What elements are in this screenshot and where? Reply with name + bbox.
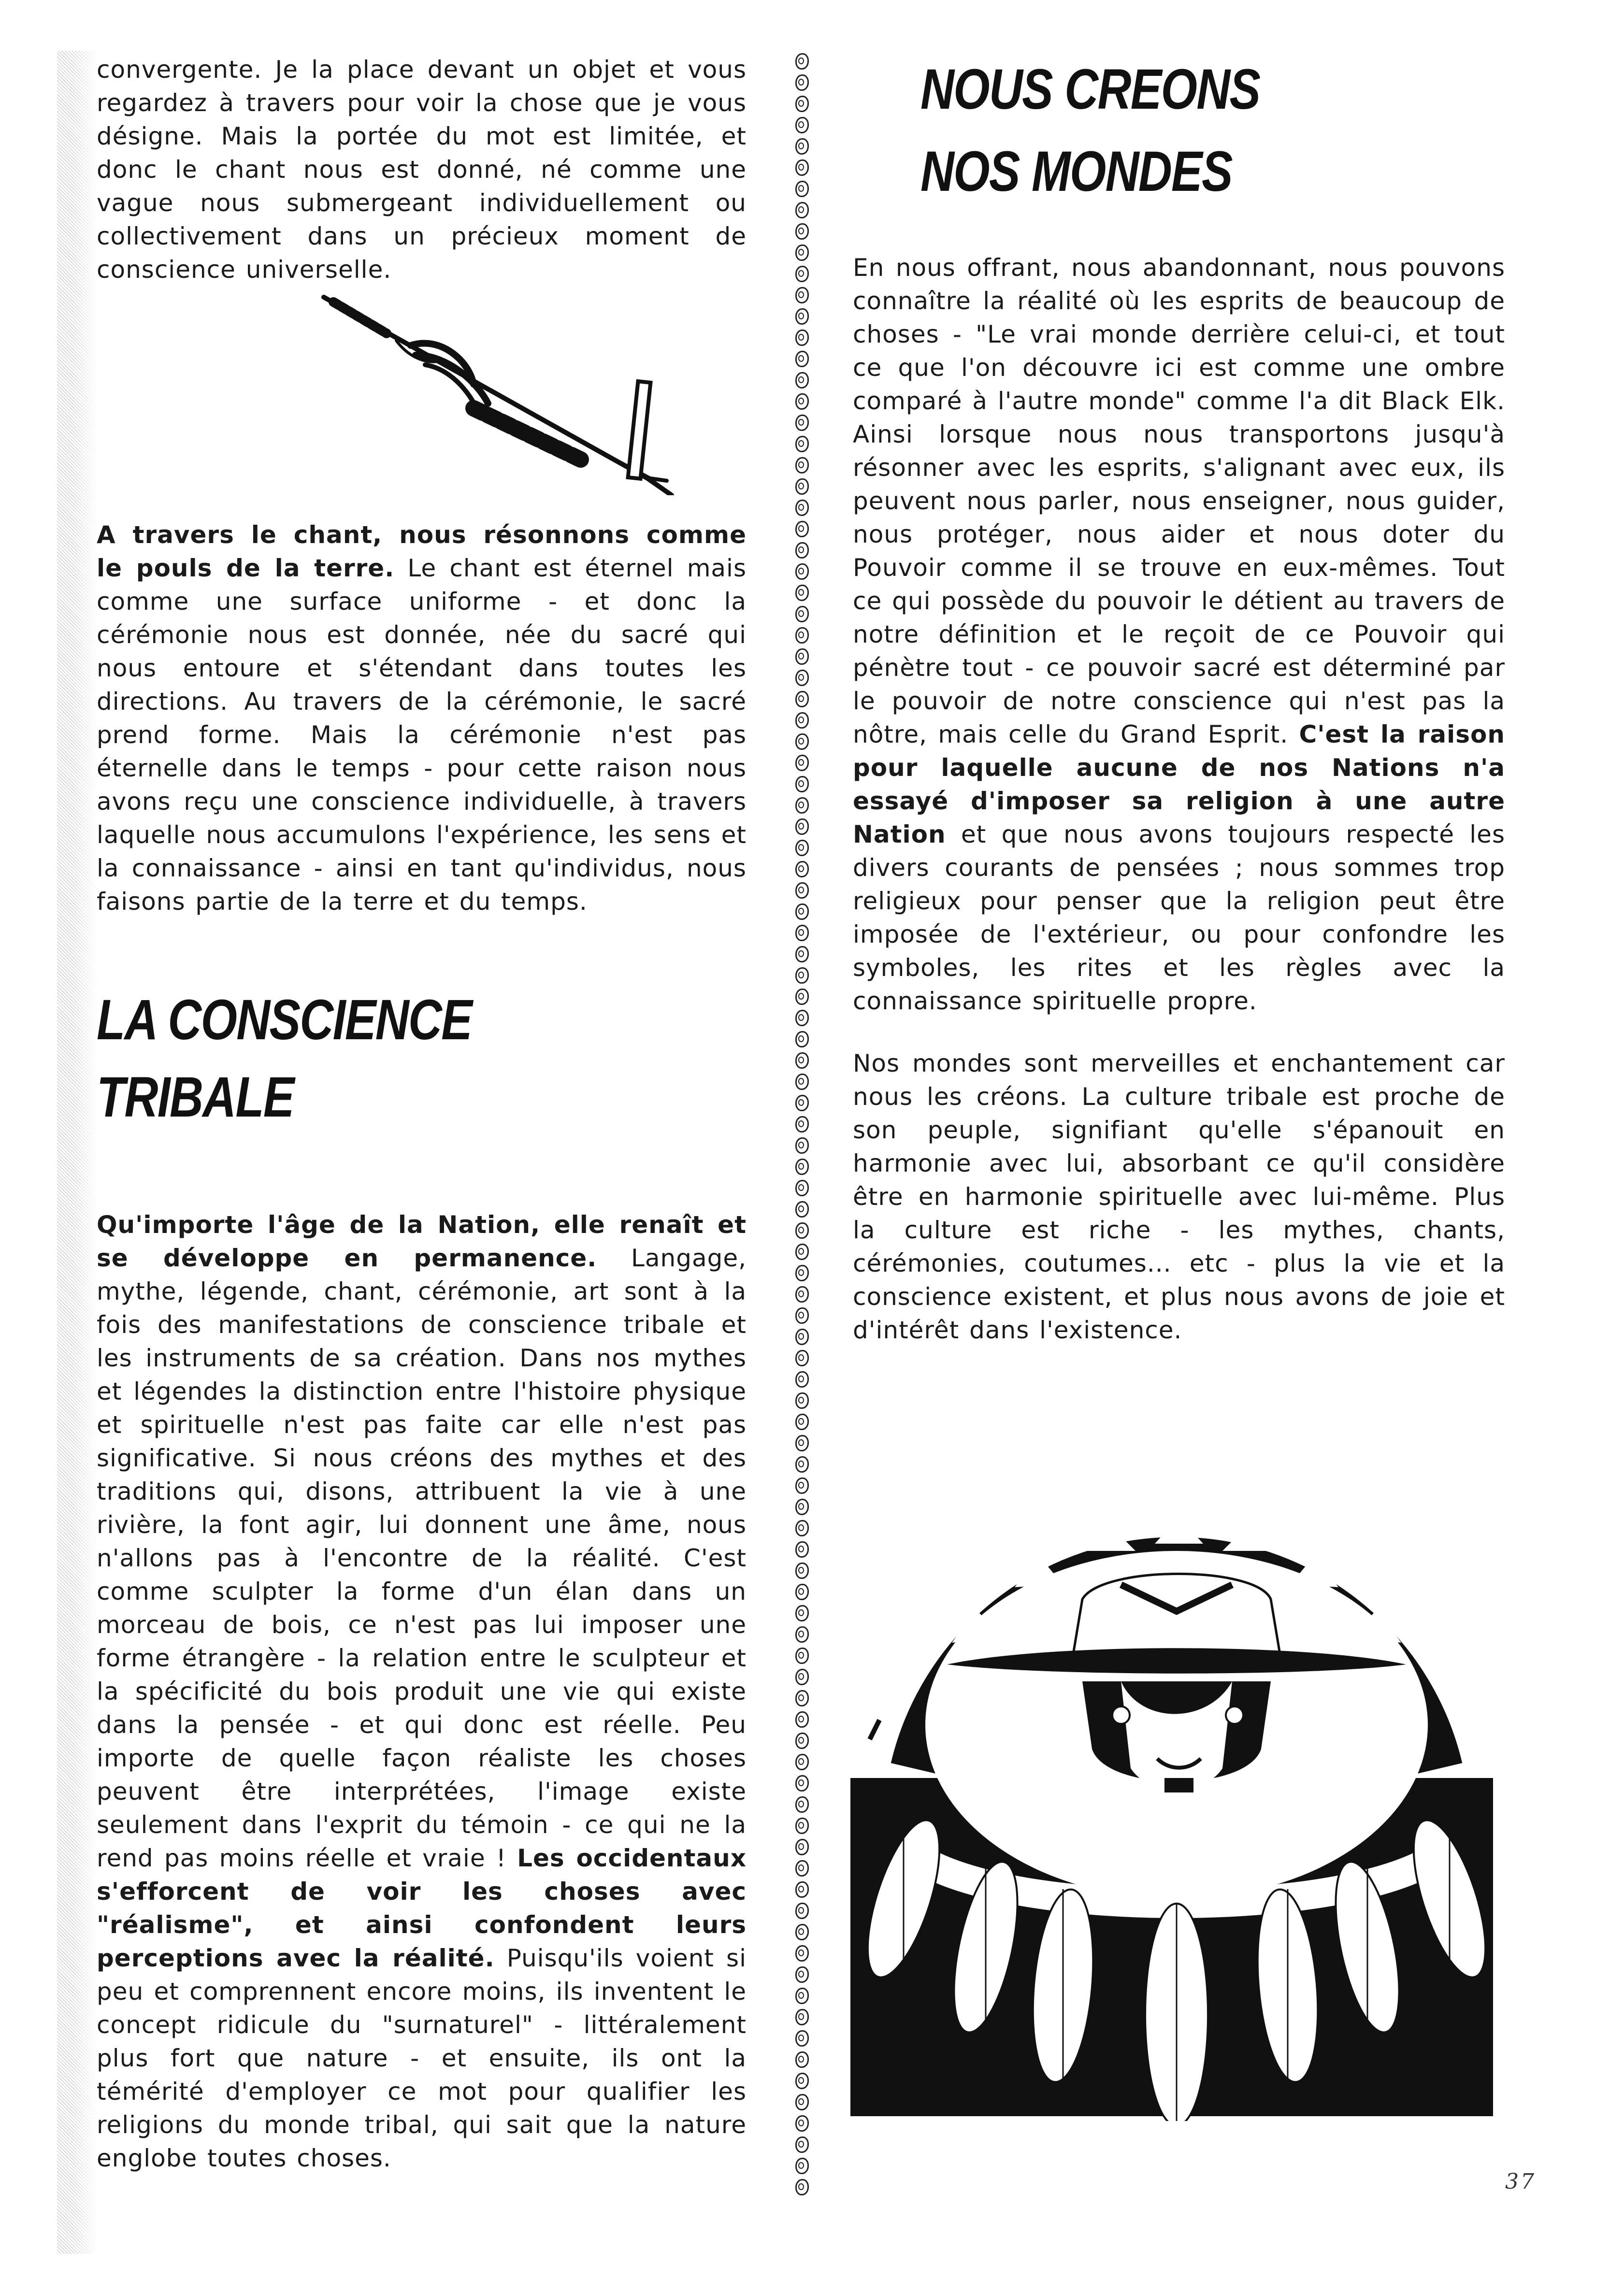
chain-link-icon (795, 1966, 809, 1983)
chain-link-icon (795, 542, 809, 559)
chain-link-icon (795, 138, 809, 155)
chain-link-icon (795, 1690, 809, 1706)
chain-link-icon (795, 585, 809, 601)
chain-link-icon (795, 1881, 809, 1898)
chain-link-icon (795, 670, 809, 686)
paragraph-offrant-bold-mid: C'est la raison pour laquelle aucune de nos Nations n'a essayé d'imposer sa religion à une autre Nation (853, 720, 1505, 848)
chain-link-icon (795, 840, 809, 856)
title-line-2: NOS MONDES (920, 140, 1232, 203)
chain-link-icon (795, 244, 809, 261)
chain-link-icon (795, 1499, 809, 1515)
chain-link-icon (795, 648, 809, 665)
chain-link-icon (795, 457, 809, 473)
native-face-dreamcatcher-illustration (831, 1498, 1512, 2121)
chain-link-icon (795, 563, 809, 580)
chain-link-icon (795, 797, 809, 814)
chain-link-icon (795, 1988, 809, 2004)
paragraph-tribale-text-2: Puisqu'ils voient si peu et comprennent encore moins, ils inventent le concept ridicule du "surnaturel" - littéralement plus fort que nature - et ensuite, ils ont la témérité d'employer ce mot pour qualifier les religions du monde tribal, qui sait que la nature englobe toutes choses. (97, 1944, 747, 2172)
title-line-2: TRIBALE (97, 1065, 294, 1129)
chain-link-icon (795, 2094, 809, 2110)
column-divider-chain (792, 53, 812, 2198)
chain-link-icon (795, 1562, 809, 1579)
chain-link-icon (795, 2051, 809, 2068)
chain-link-icon (795, 74, 809, 91)
chain-link-icon (795, 2158, 809, 2174)
chain-link-icon (795, 1137, 809, 1154)
chain-link-icon (795, 1477, 809, 1494)
spacer (97, 1136, 747, 1208)
section-title-conscience (97, 981, 630, 1136)
title-line-1: NOUS CREONS (920, 57, 1260, 121)
chain-link-icon (795, 372, 809, 388)
paragraph-chant-text: Le chant est éternel mais comme une surface uniforme - et donc la cérémonie nous est donnée, née du sacré qui nous entoure et s'étendant dans toutes les directions. Au travers de la cérémonie, le sacré prend forme. Mais la cérémonie n'est pas éternelle dans le temps - pour cette raison nous avons reçu une conscience individuelle, à travers laquelle nous accumulons l'expérience, les sens et la connaissance - ainsi en tant qu'individus, nous faisons partie de la terre et du temps. (97, 554, 747, 916)
spacer (97, 918, 747, 981)
chain-link-icon (795, 755, 809, 771)
chain-link-icon (795, 2073, 809, 2089)
chain-link-icon (795, 521, 809, 537)
chain-link-icon (795, 1414, 809, 1430)
chain-link-icon (795, 1733, 809, 1749)
chain-link-icon (795, 202, 809, 218)
chain-link-icon (795, 2030, 809, 2047)
chain-link-icon (795, 1945, 809, 1962)
chain-link-icon (795, 1605, 809, 1621)
spacer (853, 1018, 1505, 1047)
chain-link-icon (795, 776, 809, 792)
chain-link-icon (795, 1711, 809, 1728)
chain-link-icon (795, 287, 809, 303)
chain-link-icon (795, 733, 809, 750)
chain-link-icon (795, 1052, 809, 1069)
chain-link-icon (795, 159, 809, 176)
paragraph-tribale-lead: Qu'importe l'âge de la Nation, elle renaît et se développe en permanence. (97, 1211, 747, 1272)
chain-link-icon (795, 117, 809, 133)
chain-link-icon (795, 478, 809, 495)
chain-link-icon (795, 1754, 809, 1770)
chain-link-icon (795, 500, 809, 516)
chain-link-icon (795, 967, 809, 984)
chain-link-icon (795, 1265, 809, 1281)
chain-link-icon (795, 1010, 809, 1026)
chain-link-icon (795, 351, 809, 367)
chain-link-icon (795, 818, 809, 835)
intro-paragraph (97, 53, 747, 287)
chain-link-icon (795, 1201, 809, 1218)
chain-link-icon (795, 1903, 809, 1919)
chain-link-icon (795, 1775, 809, 1792)
chain-link-icon (795, 627, 809, 644)
chain-link-icon (795, 946, 809, 962)
chain-link-icon (795, 223, 809, 240)
chain-link-icon (795, 1031, 809, 1047)
chain-link-icon (795, 1159, 809, 1175)
chain-link-icon (795, 1435, 809, 1451)
chain-link-icon (795, 1180, 809, 1196)
chain-link-icon (795, 989, 809, 1005)
chain-link-icon (795, 1860, 809, 1877)
chain-link-icon (795, 1669, 809, 1685)
chain-link-icon (795, 1371, 809, 1388)
paragraph-tribale-bold-mid: Les occidentaux s'efforcent de voir les choses avec "réalisme", et ainsi confondent leurs perceptions avec la réalité. (97, 1844, 747, 1972)
chain-link-icon (795, 1329, 809, 1345)
chain-link-icon (795, 882, 809, 899)
paragraph-offrant-text-1: En nous offrant, nous abandonnant, nous pouvons connaître la réalité où les esprits de beaucoup de choses - "Le vrai monde derrière celui-ci, et tout ce que l'on découvre ici est comme une ombre comparé à l'autre monde" comme l'a dit Black Elk. Ainsi lorsque nous nous transportons jusqu'à résonner avec les esprits, s'alignant avec eux, ils peuvent nous parler, nous enseigner, nous guider, nous protéger, nous aider et nous doter du Pouvoir comme il se trouve en eux-mêmes. Tout ce qui possède du pouvoir le détient au travers de notre définition et le reçoit de ce Pouvoir qui pénètre tout - ce pouvoir sacré est déterminé par le pouvoir de notre conscience qui n'est pas la nôtre, mais celle du Grand Esprit. (853, 254, 1505, 748)
chain-link-icon (795, 308, 809, 325)
chain-link-icon (795, 1392, 809, 1409)
paragraph-mondes: Nos mondes sont merveilles et enchantement car nous les créons. La culture tribale est proche de son peuple, signifiant qu'elle s'épanouit en harmonie avec lui, absorbant ce qu'il considère être en harmonie spirituelle avec lui-même. Plus la culture est riche - les mythes, chants, cérémonies, coutumes... etc - plus la vie et la conscience existent, et plus nous avons de joie et d'intérêt dans l'existence. (853, 1049, 1505, 1344)
page-number: 37 (1505, 2169, 1536, 2194)
chain-link-icon (795, 330, 809, 346)
section-title-mondes (920, 48, 1400, 213)
chain-link-icon (795, 1116, 809, 1132)
chain-link-icon (795, 1818, 809, 1834)
chain-link-icon (795, 691, 809, 707)
chain-link-icon (795, 2009, 809, 2025)
chain-link-icon (795, 2115, 809, 2132)
chain-link-icon (795, 393, 809, 410)
paragraph-tribale (97, 1208, 747, 2175)
chain-link-icon (795, 1626, 809, 1643)
paragraph-offrant-text-2: et que nous avons toujours respecté les divers courants de pensées ; nous sommes trop religieux pour penser que la religion peut être imposée de l'extérieur, ou pour confondre les symboles, les rites et les règles avec la connaissance spirituelle propre. (853, 820, 1505, 1015)
chain-link-icon (795, 1350, 809, 1366)
chain-link-icon (795, 2136, 809, 2153)
chain-link-icon (795, 903, 809, 920)
right-column (853, 48, 1505, 1347)
sacred-pipe-illustration (314, 287, 705, 495)
chain-link-icon (795, 1095, 809, 1111)
chain-link-icon (795, 1074, 809, 1090)
chain-link-icon (795, 1307, 809, 1324)
chain-link-icon (795, 1456, 809, 1473)
chain-link-icon (795, 712, 809, 729)
chain-link-icon (795, 266, 809, 282)
chain-link-icon (795, 925, 809, 941)
paragraph-chant (97, 518, 747, 918)
chain-link-icon (795, 53, 809, 70)
chain-link-icon (795, 1286, 809, 1303)
chain-link-icon (795, 415, 809, 431)
chain-link-icon (795, 1541, 809, 1558)
chain-link-icon (795, 1584, 809, 1600)
paragraph-tribale-text-1: Langage, mythe, légende, chant, cérémonie, art sont à la fois des manifestations de conscience tribale et les instruments de sa création. Dans nos mythes et légendes la distinction entre l'histoire physique et spirituelle n'est pas faite car elle n'est pas significative. Si nous créons des mythes et des traditions qui, disons, attribuent la vie à une rivière, la font agir, lui donnent une âme, nous n'allons pas à l'encontre de la réalité. C'est comme sculpter la forme d'un élan dans un morceau de bois, ce n'est pas lui imposer une forme étrangère - la relation entre le sculpteur et la spécificité du bois produit une vie qui existe dans la pensée - et qui donc est réelle. Peu importe de quelle façon réaliste les choses peuvent être interprétées, l'image existe seulement dans l'exprit du témoin - ce qui ne la rend pas moins réelle et vraie ! (97, 1244, 747, 1872)
scan-edge-shading (57, 51, 98, 2254)
chain-link-icon (795, 1648, 809, 1664)
chain-link-icon (795, 96, 809, 112)
spacer (853, 213, 1505, 251)
chain-link-icon (795, 2179, 809, 2195)
chain-link-icon (795, 181, 809, 197)
title-line-1: LA CONSCIENCE (97, 988, 472, 1052)
chain-link-icon (795, 436, 809, 452)
intro-paragraph-text: convergente. Je la place devant un objet et vous regardez à travers pour voir la chose que je vous désigne. Mais la portée du mot est limitée, et donc le chant nous est donné, né comme une vague nous submergeant individuellement ou collectivement dans un précieux moment de conscience universelle. (97, 56, 747, 284)
chain-link-icon (795, 606, 809, 622)
chain-link-icon (795, 1244, 809, 1260)
chain-link-icon (795, 861, 809, 877)
chain-link-icon (795, 1222, 809, 1239)
paragraph-offrant (853, 251, 1505, 1018)
chain-link-icon (795, 1796, 809, 1813)
chain-link-icon (795, 1520, 809, 1536)
chain-link-icon (795, 1839, 809, 1855)
chain-link-icon (795, 1924, 809, 1940)
paragraph-chant-lead: A travers le chant, nous résonnons comme le pouls de la terre. (97, 521, 747, 582)
